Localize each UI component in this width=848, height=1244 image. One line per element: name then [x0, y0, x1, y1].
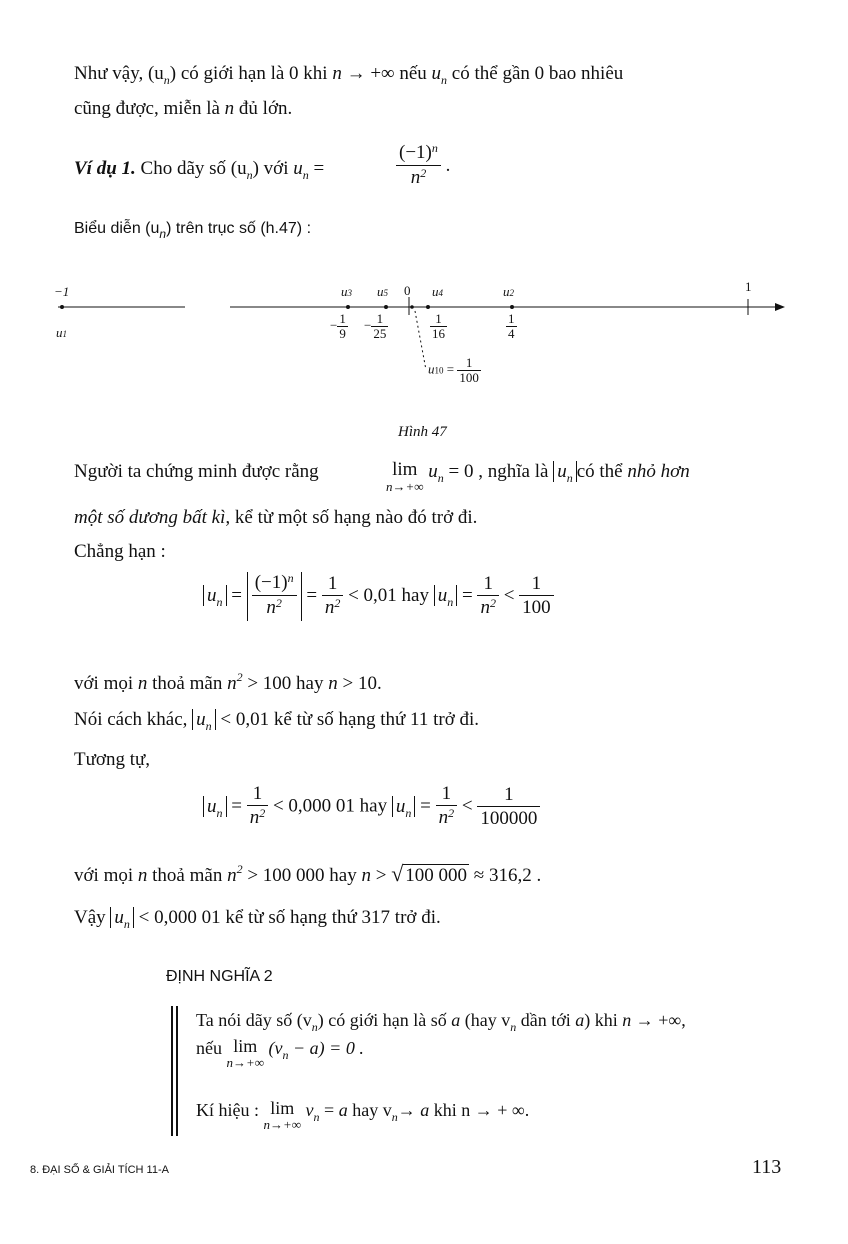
example-label: Ví dụ 1. [74, 158, 136, 179]
label-minus1: −1 [54, 284, 70, 299]
point-minus-1 [60, 305, 64, 309]
equation-1: $u_n$ = $\frac{(-1)^n}{n^2}$ = $\frac{1}{n^2}$ < 0,01 hay $u_n$ = $\frac{1}{n^2}$ < $\frac{1}{100}$ [203, 572, 554, 621]
label-u2: u2 [503, 284, 514, 299]
footer-book-title: 8. ĐẠI SỐ & GIẢI TÍCH 11-A [30, 1164, 169, 1176]
label-zero: 0 [404, 283, 411, 298]
line-n-100: với mọi n thoả mãn $n^2 > 100$ hay n > 10. [74, 670, 382, 694]
number-line-figure [40, 275, 800, 395]
definition-line-2: nếu lim n→+∞ $(v_n - a) = 0$ . [196, 1036, 364, 1070]
proof-limit: lim n→+∞ $u_n = 0$ , nghĩa là $u_n$ có thể nhỏ hơn [386, 459, 690, 494]
line-n-100000: với mọi n thoả mãn $n^2 > 100$ 000 hay n > √ 100 000 ≈ 316,2 . [74, 861, 542, 886]
conclusion: Vậy $u_n < 0,000$ 01 kể từ số hạng thứ 317 trở đi. [74, 907, 441, 931]
proof-line-1: Người ta chứng minh được rằng [74, 461, 319, 482]
frac-1-4: $\frac{1}{4}$ [508, 311, 515, 341]
frac-1-16: $\frac{1}{16}$ [432, 311, 445, 341]
example-1: Ví dụ 1. Cho dãy số $(u_n)$ với $u_n$ = [74, 158, 325, 182]
similar: Tương tự, [74, 749, 151, 770]
frac-minus-1-25: − $\frac{1}{25}$ [364, 311, 387, 341]
intro-line-2: cũng được, miễn là n đủ lớn. [74, 98, 293, 119]
label-u5: u5 [377, 284, 388, 299]
axis-arrow-icon [775, 303, 785, 311]
definition-bar-left [171, 1006, 173, 1136]
equation-2: $u_n$ = $\frac{1}{n^2}$ < 0,000 01 hay $u_n$ = $\frac{1}{n^2}$ < $\frac{1}{100000}$ [203, 783, 540, 831]
label-u10-eq: u10 = $\frac{1}{100}$ [428, 355, 479, 385]
definition-line-1: Ta nói dãy số $(v_n)$ có giới hạn là số a (hay $v_n$ dần tới a) khi n → +∞, [196, 1010, 686, 1034]
point-u3 [346, 305, 350, 309]
label-one: 1 [745, 279, 752, 294]
represent-text: Biểu diễn $(u_n)$ trên trục số (h.47) : [74, 220, 312, 241]
frac-minus-1-9: − $\frac{1}{9}$ [330, 311, 346, 341]
definition-title: ĐỊNH NGHĨA 2 [166, 968, 273, 985]
proof-line-3: Chẳng hạn : [74, 541, 166, 562]
figure-caption: Hình 47 [398, 424, 447, 440]
point-u4 [426, 305, 430, 309]
point-u5 [384, 305, 388, 309]
point-u2 [510, 305, 514, 309]
intro-line-1: Như vậy, $(u_n)$ có giới hạn là 0 khi n → +∞ nếu $u_n$ có thể gần 0 bao nhiêu [74, 63, 624, 87]
label-u1: u1 [56, 325, 67, 340]
label-u4: u4 [432, 284, 443, 299]
dashed-leader [415, 311, 426, 370]
definition-line-3: Kí hiệu : lim n→+∞ $v_n = a$ hay $v_n\to a$ khi n → + ∞. [196, 1098, 530, 1132]
label-u3: u3 [341, 284, 352, 299]
definition-bar-right [176, 1006, 178, 1136]
other-words: Nói cách khác, $u_n < 0,01$ kể từ số hạng thứ 11 trở đi. [74, 709, 480, 733]
page-number: 113 [752, 1156, 782, 1178]
example-fraction: $\frac{(-1)^n}{n^2}$ . [396, 142, 450, 191]
point-u10 [410, 305, 414, 309]
proof-line-2: một số dương bất kì, kể từ một số hạng nào đó trở đi. [74, 507, 478, 528]
